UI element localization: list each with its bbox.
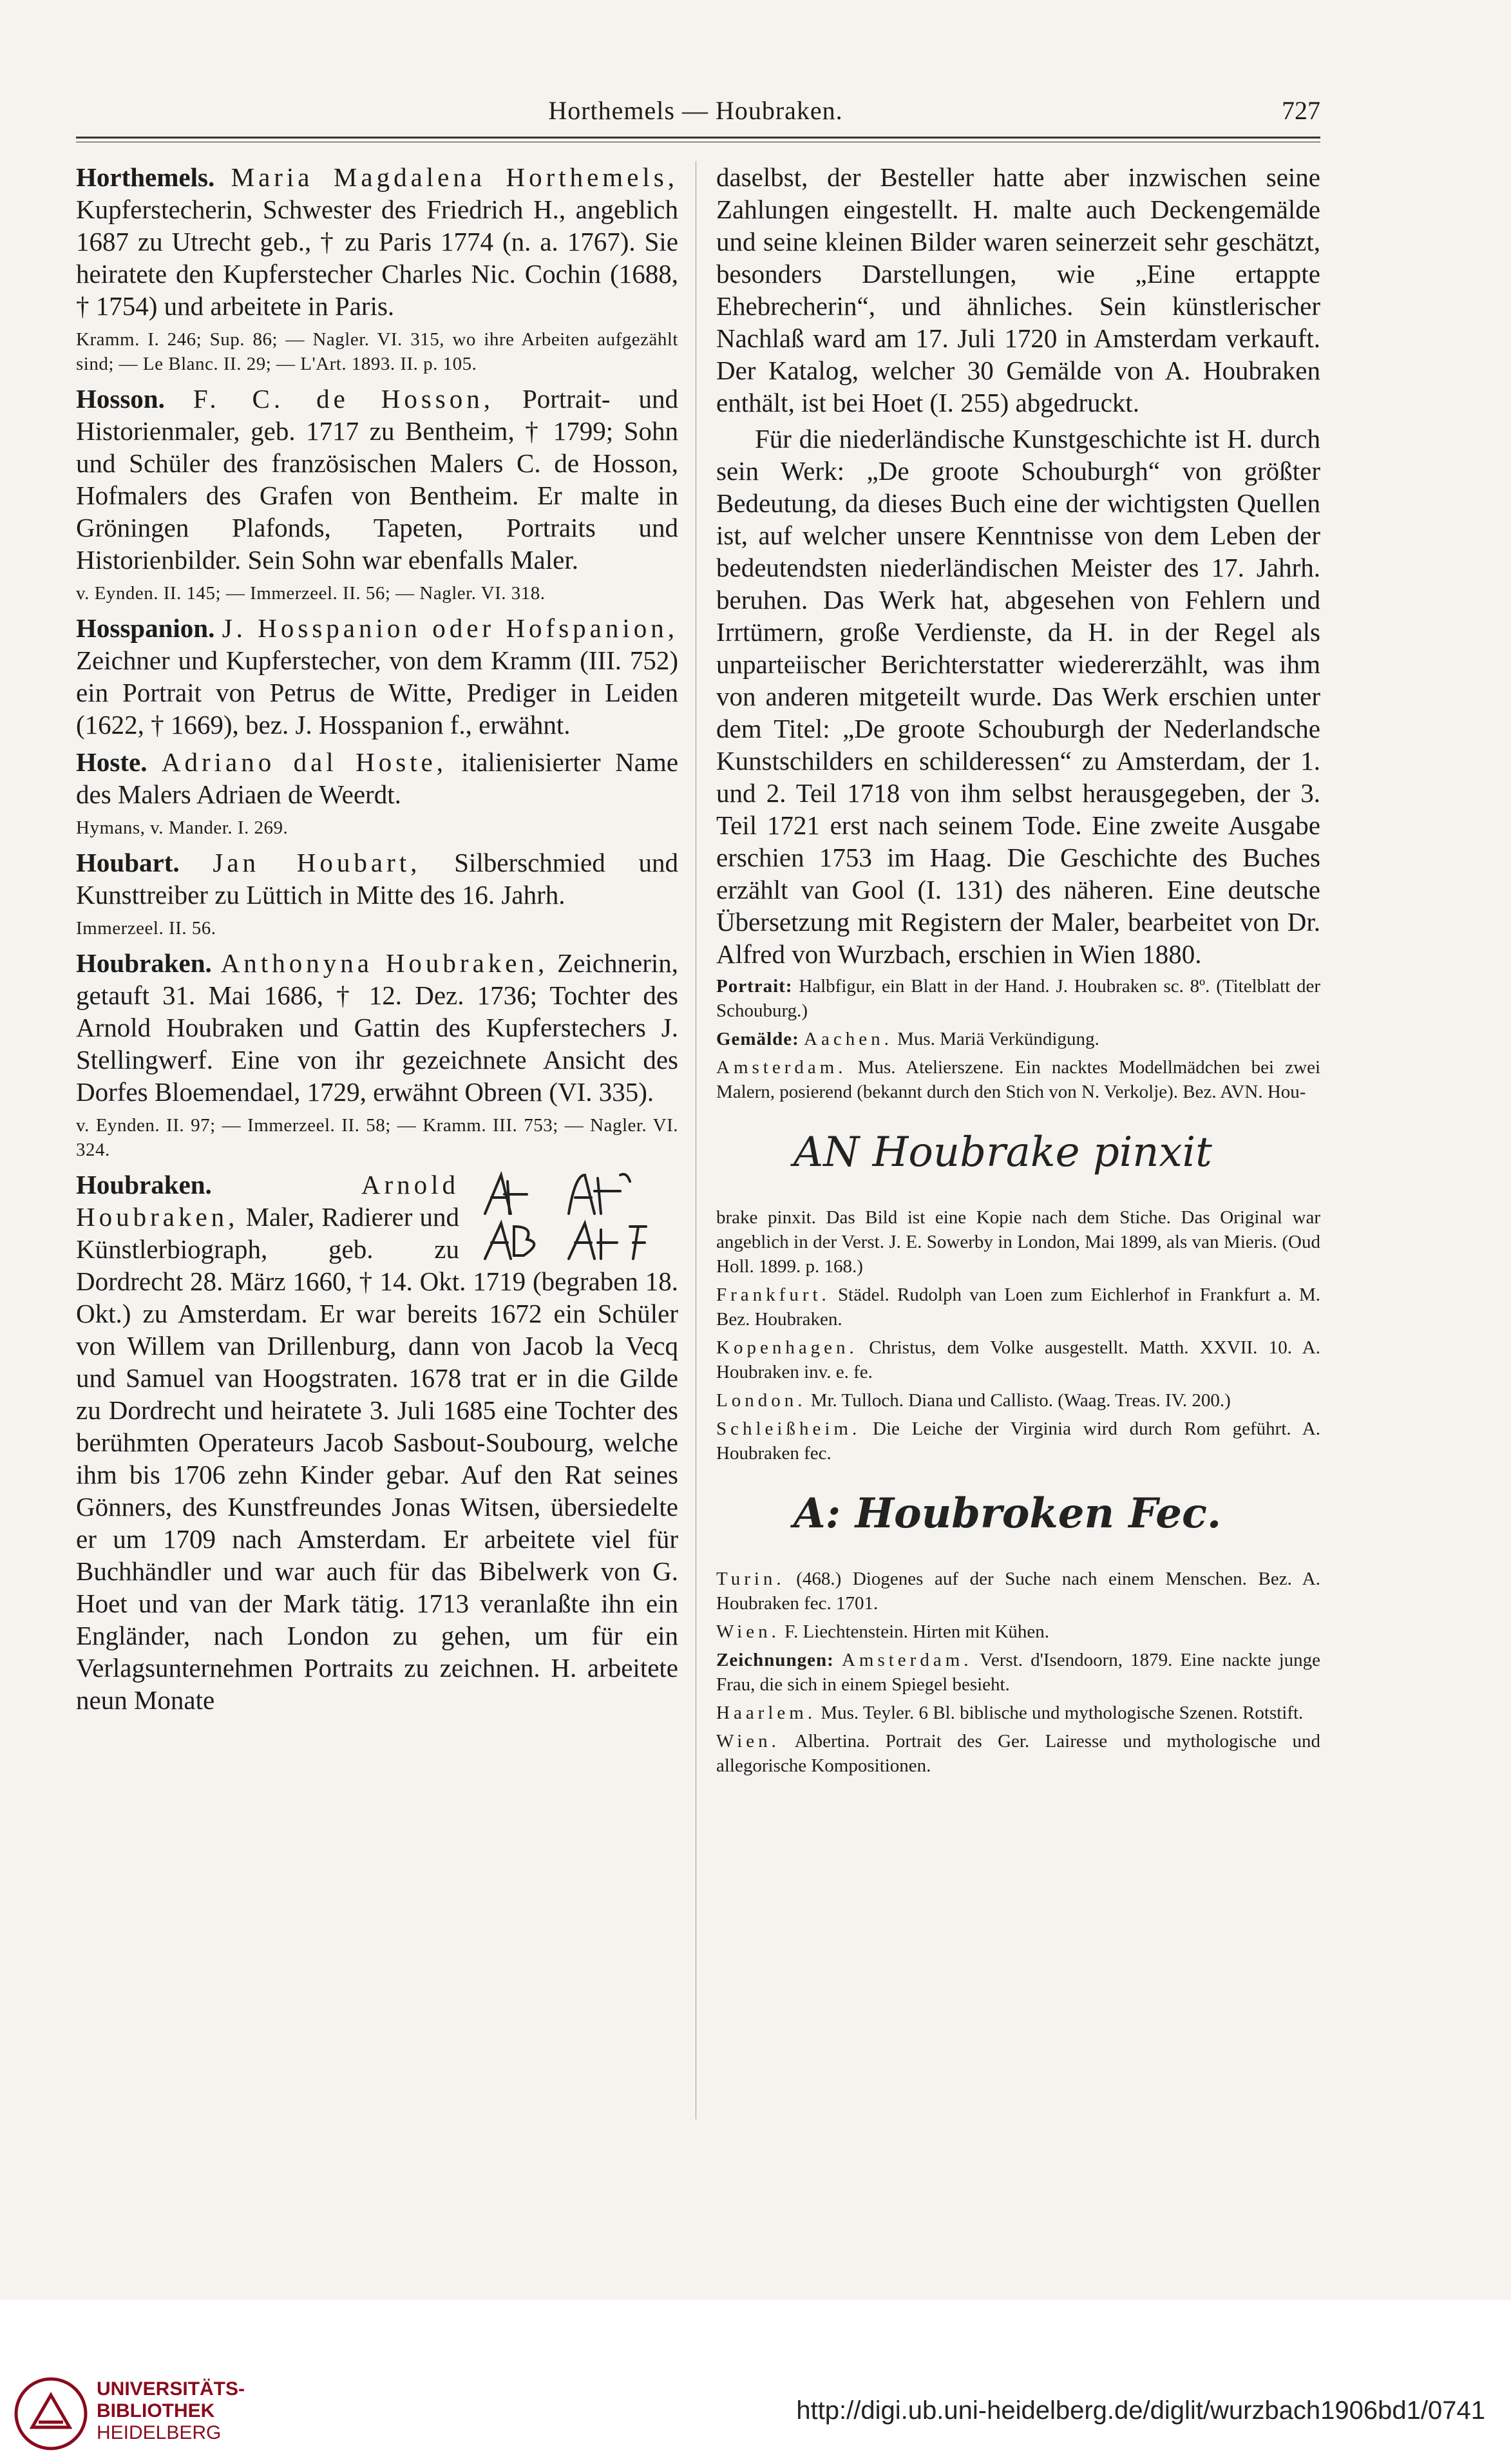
signature-text: AN Houbrake pinxit	[794, 1129, 1212, 1176]
entry-headword: Hosspanion.	[76, 613, 215, 643]
location-text: (468.) Diogenes auf der Suche nach einem Menschen. Bez. A. Houbraken fec. 1701.	[716, 1569, 1320, 1614]
entry-text: Zeichnerin, getauft 31. Mai 1686, † 12. Dez. 1736; Tochter des Arnold Houbraken und Gattin des Kupferstechers J. Stellingwerf. Eine von ihr gezeichnete Ansicht des Dorfes Bloemendael, 1729, erwähnt Obreen (VI. 335).	[76, 948, 678, 1107]
section-label: Portrait:	[716, 976, 793, 997]
entry-fullname: Arnold Houbraken,	[76, 1170, 459, 1232]
location-text: Die Leiche der Virginia wird durch Rom geführt. A. Houbraken fec.	[716, 1418, 1321, 1464]
entry-text: Maler, Radierer und Künstlerbiograph, geb. zu Dordrecht 28. März 1660, † 14. Okt. 1719 (begraben 18. Okt.) zu Amsterdam. Er war bereits 1672 ein Schüler von Willem van Drillenburg, dann von Jacob la Vecq und Samuel van Hoogstraten. 1678 trat er in die Gilde zu Dordrecht und heiratete 3. Juli 1685 eine Tochter des berühmten Operateurs Jacob Sasbout-Soubourg, welche ihm bis 1706 zehn Kinder gebar. Auf den Rat seines Gönners, des Kunstfreundes Jonas Witsen, übersiedelte er um 1709 nach Amsterdam. Er arbeitete viel für Buchhändler und war auch für das Bibelwerk von G. Hoet und van der Mark tätig. 1713 veranlaßte ihn ein Engländer, nach London zu gehen, um für ein Verlagsunternehmen Portraits zu zeichnen. H. arbeitete neun Monate	[76, 1202, 678, 1715]
left-column	[76, 161, 678, 1721]
location-text: Mr. Tulloch. Diana und Callisto. (Waag. Treas. IV. 200.)	[810, 1390, 1231, 1411]
entry-text: Portrait- und Historienmaler, geb. 1717 zu Bentheim, † 1799; Sohn und Schüler des französischen Malers C. de Hosson, Hofmalers des Grafen von Bentheim. Er malte in Gröningen Plafonds, Tapeten, Portraits und Historienbilder. Sein Sohn war ebenfalls Maler.	[76, 384, 679, 575]
painting-entry	[716, 1388, 1320, 1413]
entry-text: Kupferstecherin, Schwester des Friedrich H., angeblich 1687 zu Utrecht geb., † zu Paris 1774 (n. a. 1767). Sie heiratete den Kupferstecher Charles Nic. Cochin (1688, † 1754) und arbeitete in Paris.	[76, 195, 678, 321]
painting-entry	[716, 1567, 1320, 1616]
entry-headword: Houbart.	[76, 848, 180, 877]
location: London.	[716, 1390, 806, 1411]
entry-houbraken-arnold	[76, 1169, 678, 1716]
entry-fullname: Maria Magdalena Horthemels,	[231, 162, 678, 192]
painting-entry	[716, 1055, 1320, 1104]
logo-line: UNIVERSITÄTS-	[97, 2378, 245, 2400]
running-head	[71, 95, 1320, 134]
entry-text: Zeichner und Kupferstecher, von dem Kramm (III. 752) ein Portrait von Petrus de Witte, Prediger in Leiden (1622, † 1669), bez. J. Hosspanion f., erwähnt.	[76, 645, 678, 740]
location: Schleißheim.	[716, 1418, 861, 1439]
section-label: Zeichnungen:	[716, 1650, 834, 1670]
location: Turin.	[716, 1569, 785, 1589]
signature-text: A: Houbroken Fec.	[794, 1489, 1222, 1538]
signature-houbroken-fec	[716, 1476, 1320, 1553]
painting-entry	[716, 1417, 1320, 1466]
page-number: 727	[1282, 96, 1320, 125]
entry-headword: Houbraken.	[76, 1170, 212, 1199]
entry-references: Hymans, v. Mander. I. 269.	[76, 817, 289, 838]
entry-references: Kramm. I. 246; Sup. 86; — Nagler. VI. 315, wo ihre Arbeiten aufgezählt sind; — Le Blanc. II. 29; — L'Art. 1893. II. p. 105.	[76, 329, 678, 374]
entry-fullname: Anthonyna Houbraken,	[220, 948, 549, 978]
entry-hosson	[76, 383, 678, 576]
drawing-entry	[716, 1701, 1320, 1725]
entry-references: v. Eynden. II. 97; — Immerzeel. II. 58; — Kramm. III. 753; — Nagler. VI. 324.	[76, 1115, 678, 1160]
entry-fullname: Adriano dal Hoste,	[161, 747, 448, 777]
entry-fullname: F. C. de Hosson,	[193, 384, 494, 414]
viewer-footer	[0, 2300, 1511, 2464]
painting-entry	[716, 1283, 1320, 1332]
location-text: Albertina. Portrait des Ger. Lairesse und mythologische und allegorische Kompositionen.	[716, 1731, 1320, 1776]
painting-entry	[716, 1619, 1320, 1644]
entry-fullname: Jan Houbart,	[213, 848, 421, 877]
library-seal-icon	[13, 2376, 89, 2452]
logo-line: HEIDELBERG	[97, 2422, 222, 2443]
location: Amsterdam.	[716, 1057, 847, 1078]
entry-headword: Houbraken.	[76, 948, 212, 978]
entry-houbart	[76, 846, 678, 911]
entry-references: Immerzeel. II. 56.	[76, 918, 216, 939]
entry-fullname: J. Hosspanion oder Hofspanion,	[222, 613, 678, 643]
paragraph: Für die niederländische Kunstgeschichte ist H. durch sein Werk: „De groote Schouburgh“ von größter Bedeutung, da dieses Buch eine der wichtigsten Quellen ist, auf welcher unsere Kenntnisse von dem Leben der bedeutendsten niederländischen Meister des 17. Jahrh. beruhen. Das Werk hat, abgesehen von Fehlern und Irrtümern, große Verdienste, da H. in der Regel als unparteiischer Berichterstatter wiedererzählt, was ihm von anderen mitgeteilt wurde. Das Werk erschien unter dem Titel: „De groote Schouburgh der Nederlandsche Kunstschilders en schilderessen“ zu Amsterdam, der 1. und 2. Teil 1718 von ihm selbst herausgegeben, der 3. Teil 1721 erst nach seinem Tode. Eine zweite Ausgabe erschien 1753 im Haag. Die Geschichte des Buches erzählt van Gool (I. 131) des näheren. Eine deutsche Übersetzung mit Registern der Maler, bearbeitet von Dr. Alfred von Wurzbach, erschien in Wien 1880.	[716, 424, 1320, 969]
location-text: Städel. Rudolph van Loen zum Eichlerhof in Frankfurt a. M. Bez. Houbraken.	[716, 1285, 1321, 1330]
entry-headword: Hoste.	[76, 747, 147, 777]
section-text: Halbfigur, ein Blatt in der Hand. J. Houbraken sc. 8º. (Titelblatt der Schouburg.)	[716, 976, 1320, 1021]
entry-hoste	[76, 746, 678, 810]
location: Kopenhagen.	[716, 1337, 858, 1358]
right-column	[716, 161, 1320, 1782]
location-text: F. Liechtenstein. Hirten mit Kühen.	[784, 1621, 1049, 1642]
location-text: Verst. d'Isendoorn, 1879. Eine nackte junge Frau, die sich in einem Spiegel besieht.	[716, 1650, 1321, 1695]
location: Haarlem.	[716, 1703, 817, 1723]
location-text: Mus. Teyler. 6 Bl. biblische und mythologische Szenen. Rotstift.	[821, 1703, 1304, 1723]
entry-text: italienisierter Name des Malers Adriaen de Weerdt.	[76, 747, 679, 809]
entry-horthemels	[76, 161, 678, 322]
location-text: Christus, dem Volke ausgestellt. Matth. XXVII. 10. A. Houbraken inv. e. fe.	[716, 1337, 1321, 1382]
logo-line: BIBLIOTHEK	[97, 2400, 215, 2421]
painting-entry	[716, 1335, 1320, 1384]
paintings-section	[716, 1027, 1320, 1051]
entry-text: Silberschmied und Kunsttreiber zu Lüttich in Mitte des 16. Jahrh.	[76, 848, 679, 910]
entry-headword: Horthemels.	[76, 162, 215, 192]
monogram-signatures	[472, 1169, 678, 1265]
library-logo-text	[97, 2378, 245, 2444]
entry-hosspanion	[76, 612, 678, 741]
entry-houbraken-anthonyna	[76, 947, 678, 1108]
location-text: Mus. Mariä Verkündigung.	[897, 1029, 1099, 1049]
location: Aachen.	[804, 1029, 893, 1049]
entry-references: v. Eynden. II. 145; — Immerzeel. II. 56; — Nagler. VI. 318.	[76, 583, 546, 604]
drawings-section	[716, 1648, 1320, 1697]
location: Frankfurt.	[716, 1285, 830, 1305]
drawing-entry	[716, 1729, 1320, 1778]
painting-entry: brake pinxit. Das Bild ist eine Kopie nach dem Stiche. Das Original war angeblich in der Verst. J. E. Sowerby in London, Mai 1899, als van Mieris. (Oud Holl. 1899. p. 168.)	[716, 1207, 1320, 1277]
section-label: Gemälde:	[716, 1029, 799, 1049]
portrait-note	[716, 974, 1320, 1023]
entry-headword: Hosson.	[76, 384, 165, 414]
permalink-url[interactable]: http://digi.ub.uni-heidelberg.de/diglit/wurzbach1906bd1/0741	[796, 2396, 1485, 2425]
location: Wien.	[716, 1621, 780, 1642]
header-rule	[76, 137, 1320, 138]
running-title: Horthemels — Houbraken.	[548, 96, 843, 125]
paragraph: daselbst, der Besteller hatte aber inzwischen seine Zahlungen eingestellt. H. malte auch Deckengemälde und seine kleinen Bilder waren seinerzeit sehr geschätzt, besonders Darstellungen, wie „Eine ertappte Ehebrecherin“, und ähnliches. Sein künstlerischer Nachlaß ward am 17. Juli 1720 in Amsterdam verkauft. Der Katalog, welcher 30 Gemälde von A. Houbraken enthält, ist bei Hoet (I. 255) abgedruckt.	[716, 162, 1320, 417]
location: Amsterdam.	[841, 1650, 973, 1670]
signature-an-houbrake	[716, 1114, 1320, 1192]
location: Wien.	[716, 1731, 780, 1752]
location-text: Mus. Atelierszene. Ein nacktes Modellmädchen bei zwei Malern, posierend (bekannt durch den Stich von N. Verkolje). Bez. AVN. Hou-	[716, 1057, 1320, 1102]
